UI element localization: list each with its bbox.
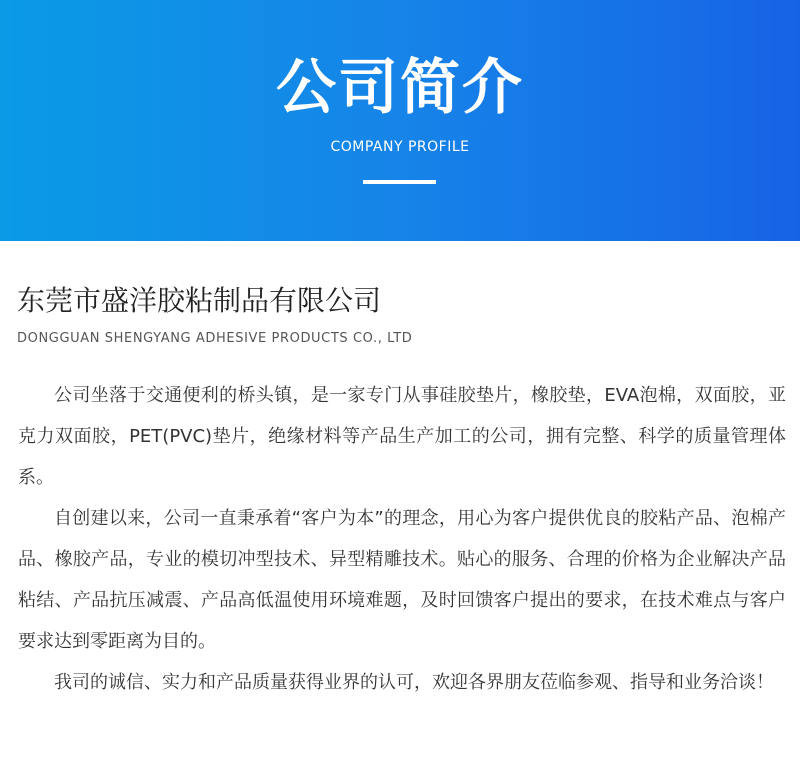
company-name-english: DONGGUAN SHENGYANG ADHESIVE PRODUCTS CO., LTD <box>17 331 413 346</box>
company-intro <box>18 375 786 703</box>
header-banner <box>0 0 800 241</box>
intro-paragraph: 自创建以来，公司一直秉承着“客户为本”的理念，用心为客户提供优良的胶粘产品、泡棉产品、橡胶产品，专业的模切冲型技术、异型精雕技术。贴心的服务、合理的价格为企业解决产品粘结、产品抗压减震、产品高低温使用环境难题，及时回馈客户提出的要求，在技术难点与客户要求达到零距离为目的。 <box>18 508 786 652</box>
intro-paragraph: 我司的诚信、实力和产品质量获得业界的认可，欢迎各界朋友莅临参观、指导和业务洽谈！ <box>54 672 774 693</box>
page-subtitle: COMPANY PROFILE <box>330 139 470 155</box>
title-underline-divider <box>363 180 436 184</box>
page-title: 公司简介 <box>276 53 524 123</box>
intro-paragraph: 公司坐落于交通便利的桥头镇，是一家专门从事硅胶垫片，橡胶垫，EVA泡棉，双面胶，亚克力双面胶，PET(PVC)垫片，绝缘材料等产品生产加工的公司，拥有完整、科学的质量管理体系。 <box>18 385 786 488</box>
company-name: 东莞市盛洋胶粘制品有限公司 <box>17 284 382 317</box>
